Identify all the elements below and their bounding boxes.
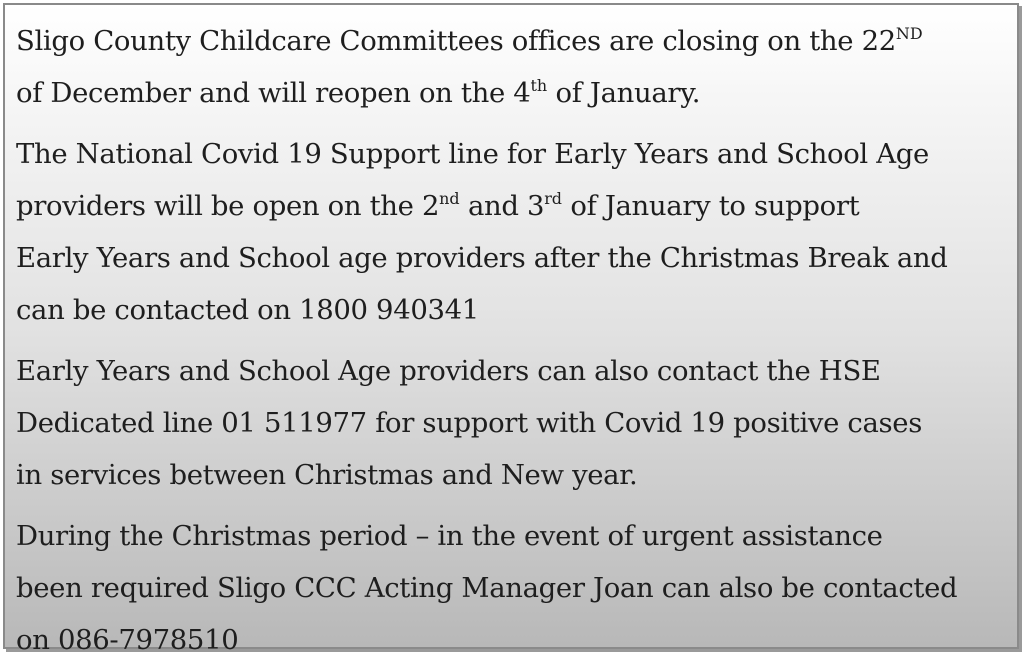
text-line: can be contacted on 1800 940341 bbox=[16, 294, 479, 326]
notice-box bbox=[3, 3, 1019, 656]
text-line: During the Christmas period – in the event of urgent assistance bbox=[16, 520, 883, 552]
text-line: of December and will reopen on the 4th of January. bbox=[16, 75, 701, 109]
paragraph-urgent-assistance bbox=[16, 510, 1007, 666]
superscript: th bbox=[530, 75, 548, 95]
text-line: providers will be open on the 2nd and 3rd of January to support bbox=[16, 188, 860, 222]
text-line: in services between Christmas and New year. bbox=[16, 459, 638, 491]
paragraph-office-closing bbox=[16, 15, 1007, 119]
text-line: Dedicated line 01 511977 for support with Covid 19 positive cases bbox=[16, 407, 922, 439]
text-line: Sligo County Childcare Committees offices are closing on the 22ND bbox=[16, 23, 923, 57]
text-line: been required Sligo CCC Acting Manager Joan can also be contacted bbox=[16, 572, 958, 604]
paragraph-covid-support-line bbox=[16, 128, 1007, 336]
text-line: Early Years and School age providers after the Christmas Break and bbox=[16, 242, 948, 274]
superscript: nd bbox=[439, 188, 460, 208]
superscript: ND bbox=[895, 23, 923, 43]
text-line: on 086-7978510 bbox=[16, 624, 239, 656]
text-line: Early Years and School Age providers can also contact the HSE bbox=[16, 355, 881, 387]
paragraph-hse-dedicated-line bbox=[16, 345, 1007, 501]
text-line: The National Covid 19 Support line for Early Years and School Age bbox=[16, 138, 929, 170]
superscript: rd bbox=[544, 188, 563, 208]
